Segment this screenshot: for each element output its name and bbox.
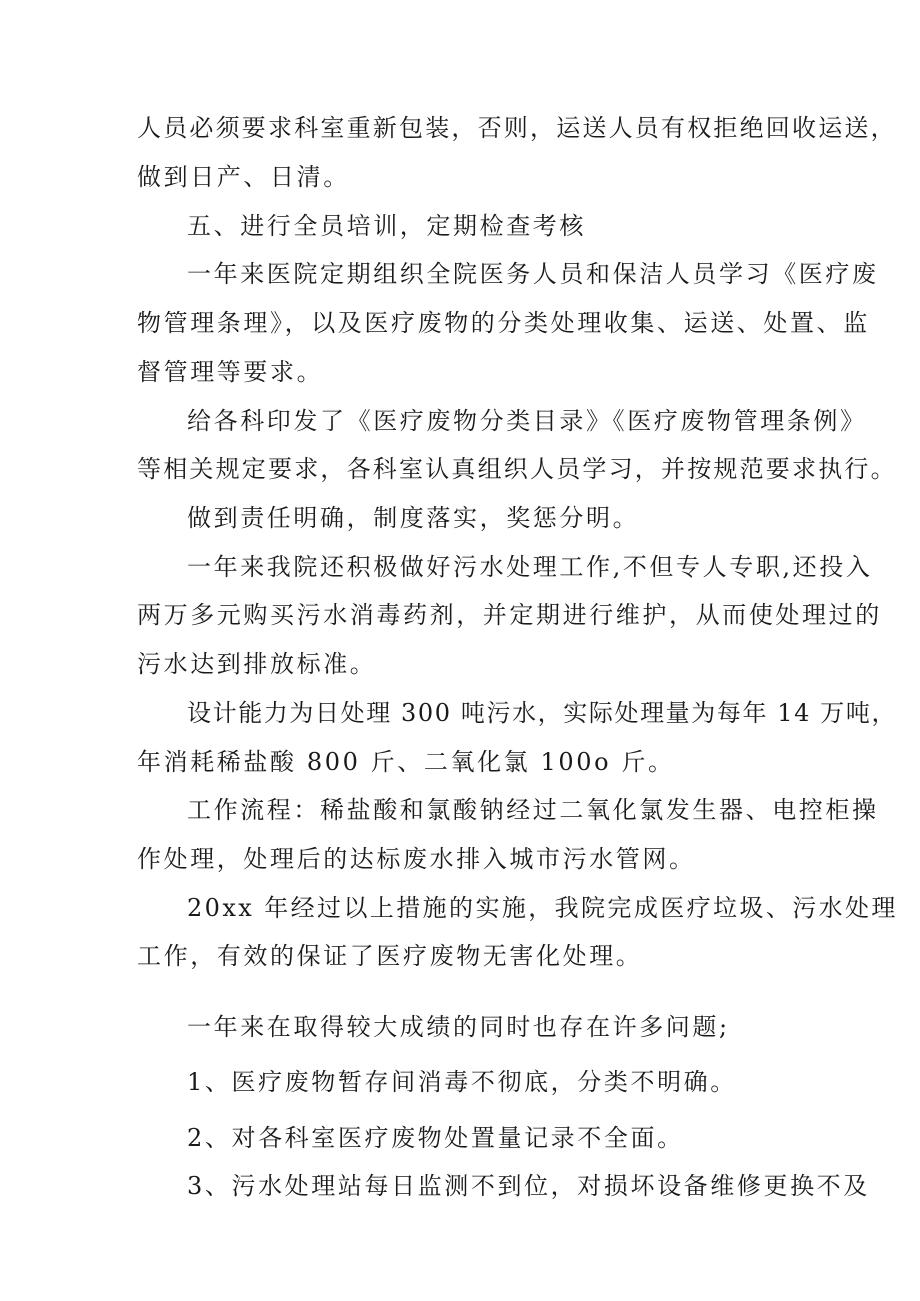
text-line-4: 一年来医院定期组织全院医务人员和保洁人员学习《医疗废 bbox=[187, 260, 879, 288]
section-heading: 五、进行全员培训，定期检查考核 bbox=[187, 212, 586, 240]
text-line-15: 工作流程：稀盐酸和氯酸钠经过二氧化氯发生器、电控柜操 bbox=[187, 796, 879, 824]
text-line-18: 工作，有效的保证了医疗废物无害化处理。 bbox=[137, 942, 643, 970]
text-line-9: 做到责任明确，制度落实，奖惩分明。 bbox=[187, 504, 640, 532]
text-line-19: 一年来在取得较大成绩的同时也存在许多问题; bbox=[187, 1013, 730, 1041]
list-item-1: 1、医疗废物暂存间消毒不彻底，分类不明确。 bbox=[187, 1068, 737, 1096]
text-line-12: 污水达到排放标准。 bbox=[137, 650, 377, 678]
list-item-2: 2、对各科室医疗废物处置量记录不全面。 bbox=[187, 1124, 684, 1152]
text-line-2: 做到日产、日清。 bbox=[137, 163, 350, 191]
text-line-1: 人员必须要求科室重新包装，否则，运送人员有权拒绝回收运送， bbox=[137, 114, 897, 142]
text-line-5: 物管理条理》，以及医疗废物的分类处理收集、运送、处置、监 bbox=[137, 309, 870, 337]
text-line-17: 20xx 年经过以上措施的实施，我院完成医疗垃圾、污水处理 bbox=[187, 894, 898, 922]
text-line-10: 一年来我院还积极做好污水处理工作,不但专人专职,还投入 bbox=[187, 553, 873, 581]
list-item-3: 3、污水处理站每日监测不到位，对损坏设备维修更换不及 bbox=[187, 1172, 870, 1200]
text-line-16: 作处理，处理后的达标废水排入城市污水管网。 bbox=[137, 845, 696, 873]
text-line-13: 设计能力为日处理 300 吨污水，实际处理量为每年 14 万吨， bbox=[187, 699, 898, 727]
text-line-11: 两万多元购买污水消毒药剂，并定期进行维护，从而使处理过的 bbox=[137, 601, 882, 629]
text-line-7: 给各科印发了《医疗废物分类目录》《医疗废物管理条例》 bbox=[187, 407, 867, 435]
text-line-8: 等相关规定要求，各科室认真组织人员学习，并按规范要求执行。 bbox=[137, 455, 897, 483]
text-line-6: 督管理等要求。 bbox=[137, 358, 324, 386]
text-line-14: 年消耗稀盐酸 800 斤、二氧化氯 100o 斤。 bbox=[137, 748, 675, 776]
